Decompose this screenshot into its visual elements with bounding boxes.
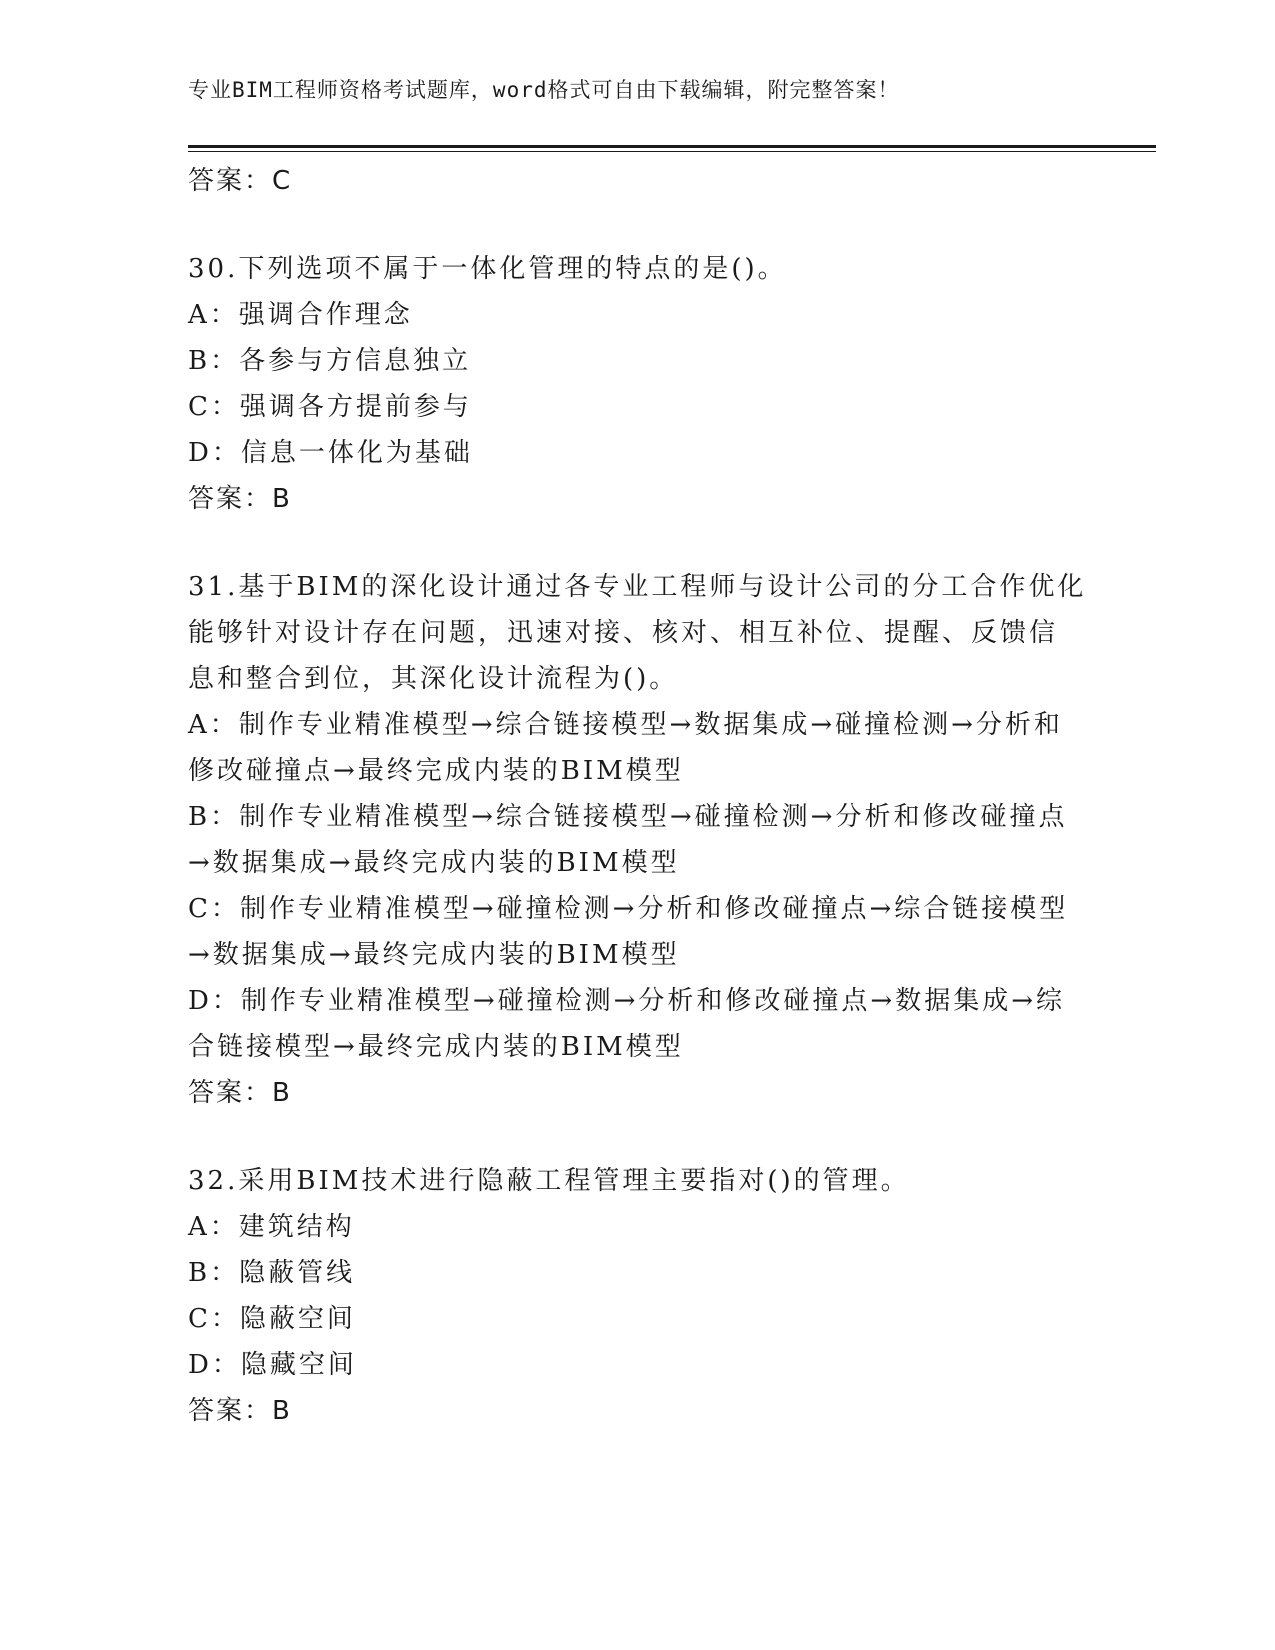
question-text: 31.基于BIM的深化设计通过各专业工程师与设计公司的分工合作优化 [188, 572, 1087, 602]
header-rule-thick [188, 145, 1156, 148]
question-text: 能够针对设计存在问题，迅速对接、核对、相互补位、提醒、反馈信 [188, 618, 1059, 648]
option-c: C：制作专业精准模型→碰撞检测→分析和修改碰撞点→综合链接模型 [188, 894, 1069, 924]
question-block [188, 564, 1088, 1116]
question-block [188, 1158, 1088, 1434]
option-d: D：制作专业精准模型→碰撞检测→分析和修改碰撞点→数据集成→综 [188, 986, 1065, 1016]
option-b: B：各参与方信息独立 [188, 346, 472, 376]
question-text: 30.下列选项不属于一体化管理的特点的是()。 [188, 254, 787, 284]
question-block [188, 246, 1088, 522]
option-a-continued: 修改碰撞点→最终完成内装的BIM模型 [188, 756, 684, 786]
document-body [188, 158, 1088, 1434]
answer-line: 答案：B [188, 1396, 292, 1426]
option-a: A：建筑结构 [188, 1212, 355, 1242]
option-b: B：隐蔽管线 [188, 1258, 356, 1288]
question-text: 32.采用BIM技术进行隐蔽工程管理主要指对()的管理。 [188, 1166, 910, 1196]
page-header: 专业BIM工程师资格考试题库，word格式可自由下载编辑，附完整答案！ [188, 78, 900, 102]
option-c: C：隐蔽空间 [188, 1304, 356, 1334]
option-b: B：制作专业精准模型→综合链接模型→碰撞检测→分析和修改碰撞点 [188, 802, 1068, 832]
answer-line: 答案：B [188, 1078, 292, 1108]
option-d: D：信息一体化为基础 [188, 438, 473, 468]
spacer [188, 204, 1088, 246]
option-d: D：隐藏空间 [188, 1350, 357, 1380]
option-d-continued: 合链接模型→最终完成内装的BIM模型 [188, 1032, 684, 1062]
spacer [188, 522, 1088, 564]
header-rule-thin [188, 151, 1156, 152]
option-c: C：强调各方提前参与 [188, 392, 472, 422]
option-c-continued: →数据集成→最终完成内装的BIM模型 [188, 940, 680, 970]
answer-line: 答案：B [188, 484, 292, 514]
spacer [188, 1116, 1088, 1158]
option-a: A：制作专业精准模型→综合链接模型→数据集成→碰撞检测→分析和 [188, 710, 1063, 740]
answer-line: 答案：C [188, 166, 293, 196]
option-b-continued: →数据集成→最终完成内装的BIM模型 [188, 848, 680, 878]
option-a: A：强调合作理念 [188, 300, 413, 330]
question-text: 息和整合到位，其深化设计流程为()。 [188, 664, 679, 694]
